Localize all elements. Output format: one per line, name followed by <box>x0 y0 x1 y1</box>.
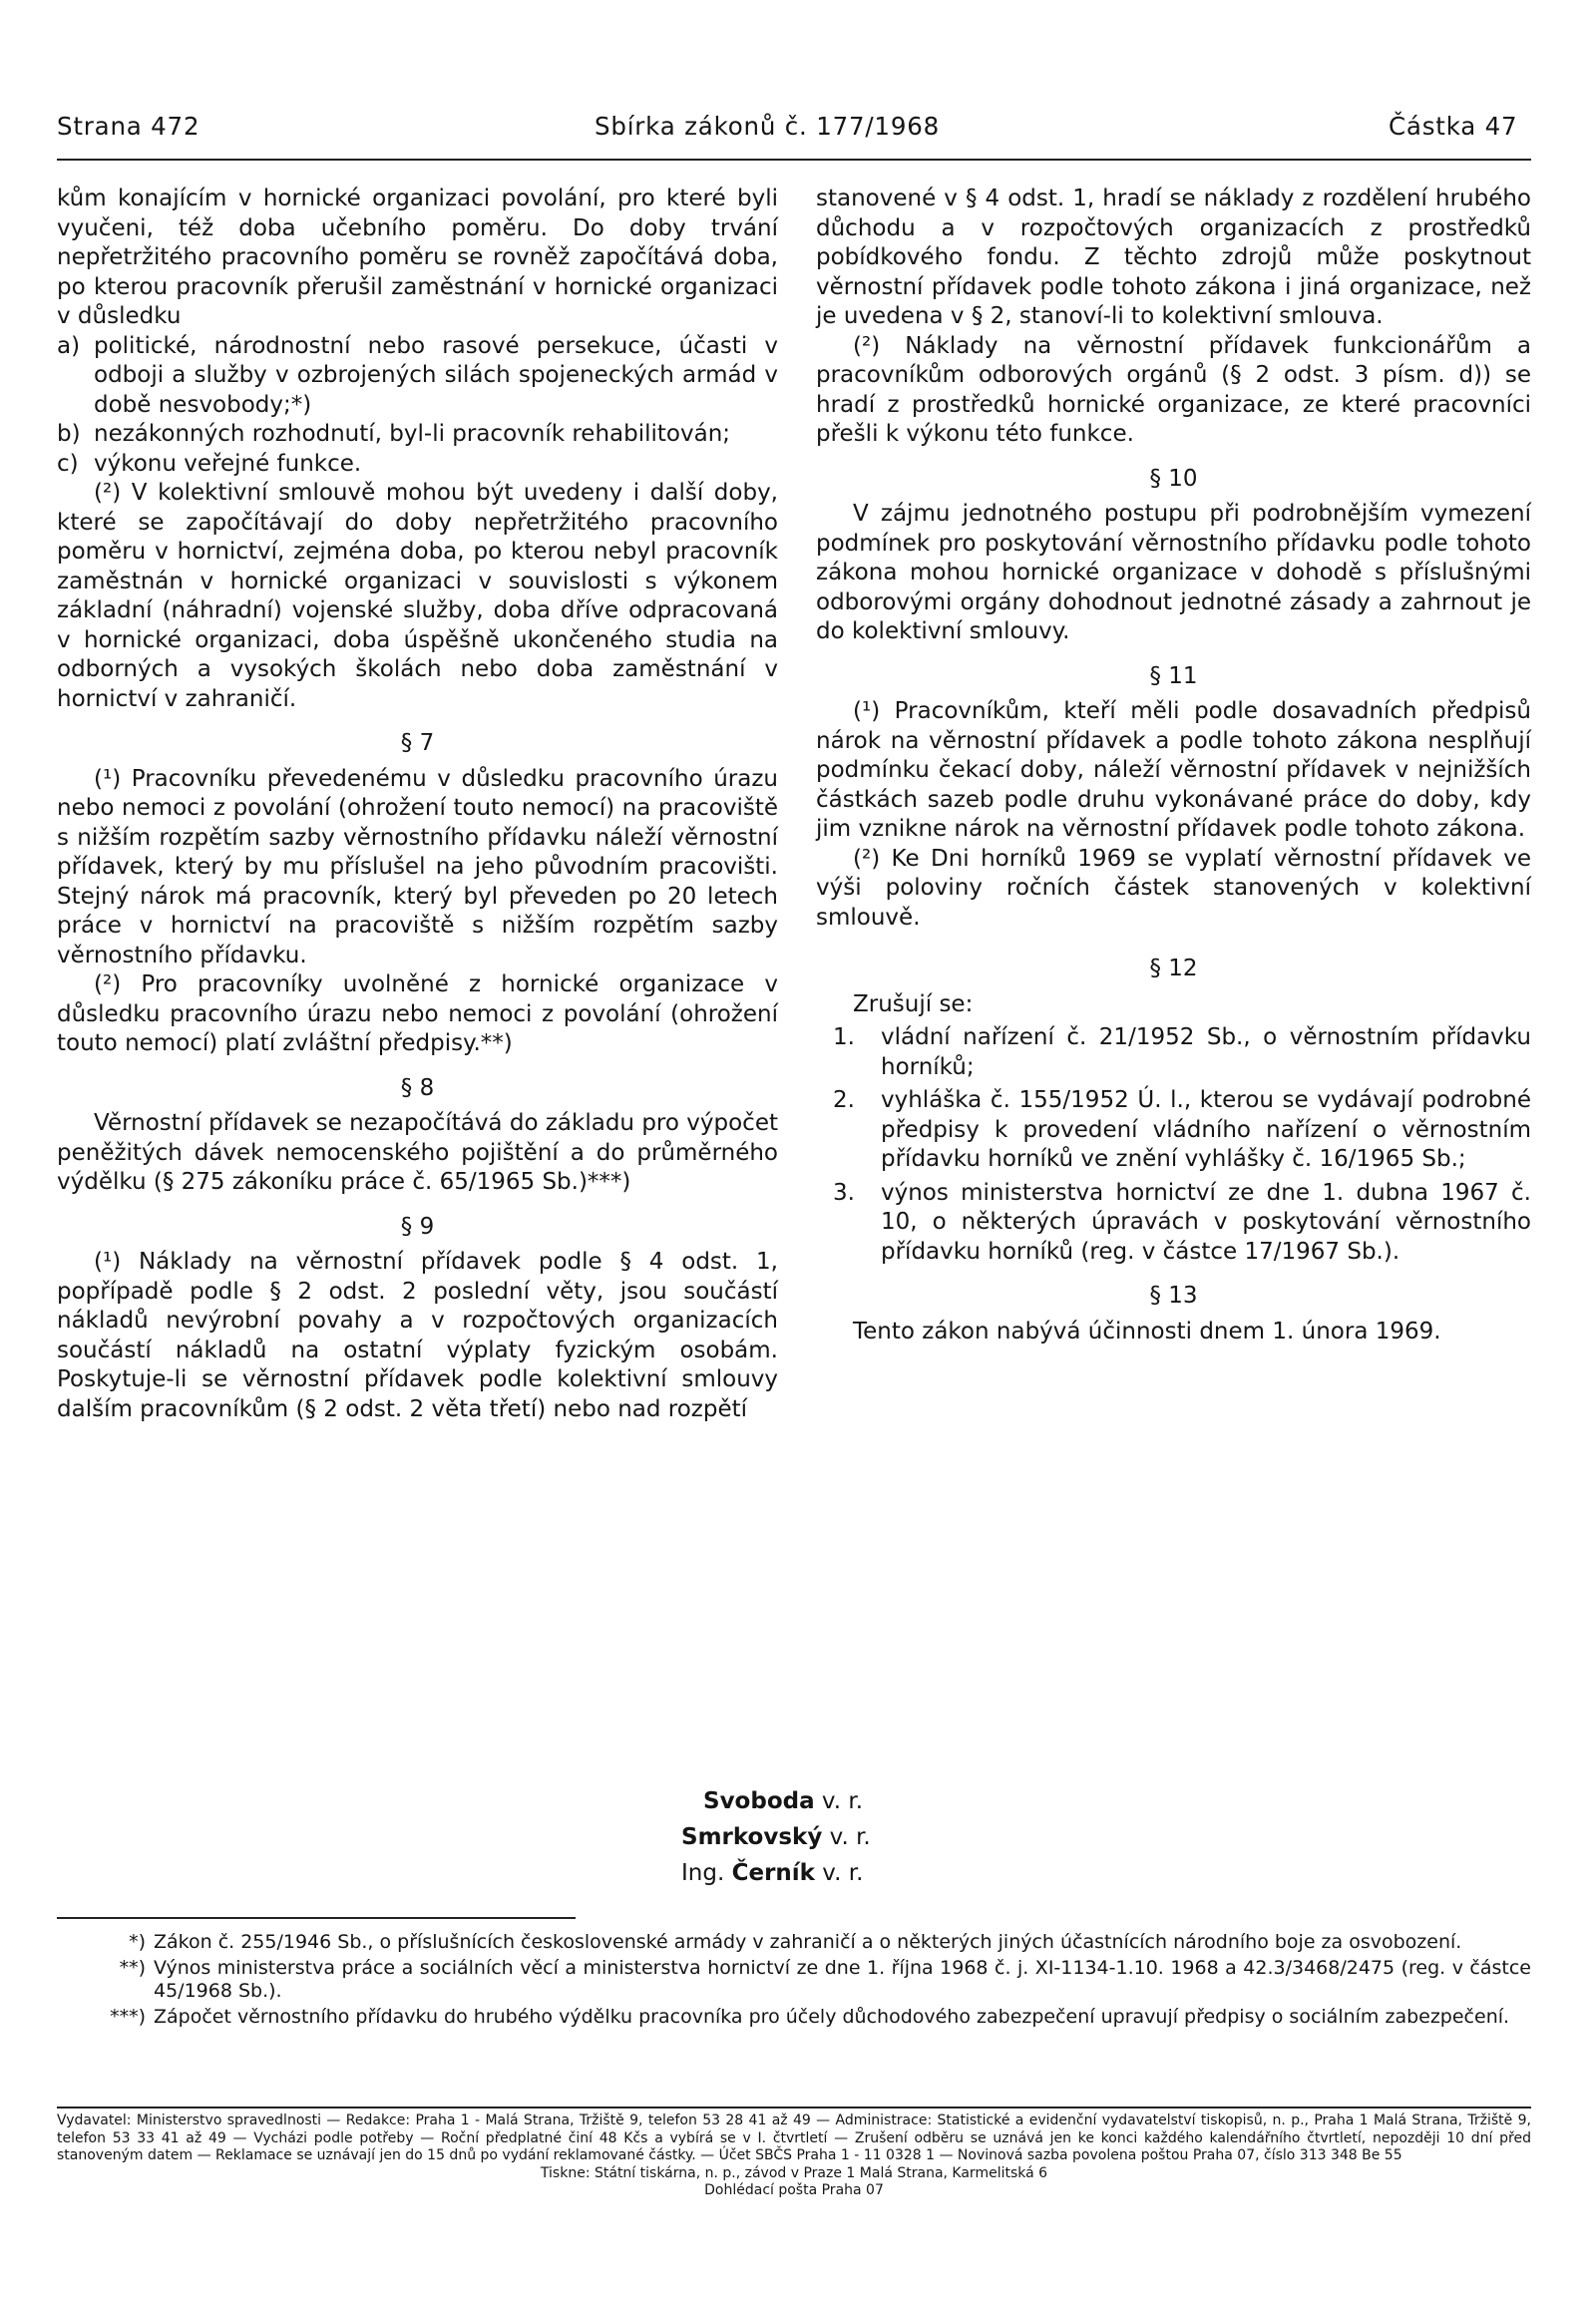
list-label: c) <box>57 450 79 477</box>
list-item <box>816 1023 1531 1082</box>
footnote <box>90 1931 1531 1955</box>
paragraph: Zrušují se: <box>853 990 974 1017</box>
section-heading: § 13 <box>1149 1283 1198 1309</box>
list-text: vládní nařízení č. 21/1952 Sb., o věrnostním přídavku horníků; <box>881 1024 1531 1080</box>
paragraph: Tento zákon nabývá účinnosti dnem 1. února 1969. <box>853 1318 1441 1344</box>
signature <box>681 1819 871 1855</box>
paragraph: (²) V kolektivní smlouvě mohou být uvedeny i další doby, které se započítávají do doby nepřetržitého pracovního poměru v hornictví, zejména doba, po kterou nebyl pracovník zaměstnán v hornické organizaci v souvislosti s výkonem základní (náhradní) vojenské služby, doba dříve odpracovaná v hornické organizaci, doba úspěšně ukončeného studia na odborných a vysokých školách nebo doba zaměstnání v hornictví v zahraničí. <box>57 480 778 712</box>
signatory-name: Černík <box>731 1860 815 1886</box>
imprint-post-office: Dohlédací pošta Praha 07 <box>704 2182 884 2198</box>
left-column <box>57 185 778 1424</box>
list-item <box>816 1086 1531 1175</box>
footnote-text: Zápočet věrnostního přídavku do hrubého výdělku pracovníka pro účely důchodového zabezpečení upravují předpisy o sociálním zabezpečení. <box>154 2005 1510 2028</box>
list-label: 3. <box>833 1179 855 1206</box>
signatory-name: Smrkovský <box>681 1824 823 1850</box>
paragraph: (¹) Pracovníku převedenému v důsledku pracovního úrazu nebo nemoci z povolání (ohrožení touto nemocí) na pracoviště s nižším rozpětím sazby věrnostního přídavku náleží věrnostní přídavek, který by mu příslušel na jeho původním pracovišti. Stejný nárok má pracovník, který byl převeden po 20 letech práce v hornictví na pracoviště s nižším rozpětím sazby věrnostního přídavku. <box>57 765 778 968</box>
footnote-text: Zákon č. 255/1946 Sb., o příslušnících československé armády v zahraničí a o některých jiných účastnících národního boje za osvobození. <box>154 1931 1462 1953</box>
imprint-text: Vydavatel: Ministerstvo spravedlnosti — Redakce: Praha 1 - Malá Strana, Tržiště 9, telefon 53 28 41 až 49 — Administrace: Statistické a evidenční vydavatelství tiskopisů, n. p., Praha 1 Malá Strana, Tržiště 9, telefon 53 33 41 až 49 — Vycházi podle potřeby — Roční předplatné činí 48 Kčs a vybírá se v I. čtvrtletí — Zrušení odběru se uznává jen ke konci každého kalendářního čtvrtletí, nepozději 10 dní před stanoveným datem — Reklamace se uznávají jen do 15 dnů po vydání reklamované částky. — Účet SBČS Praha 1 - 11 0328 1 — Novinová sazba povolena poštou Praha 07, číslo 313 348 Be 55 <box>57 2112 1531 2163</box>
page-number: Strana 472 <box>57 112 200 141</box>
paragraph: (²) Náklady na věrnostní přídavek funkcionářům a pracovníkům odborových orgánů (§ 2 odst. 3 písm. d)) se hradí z prostředků hornické organizace, ze které pracovníci přešli k výkonu této funkce. <box>816 332 1531 447</box>
paragraph: (²) Ke Dni horníků 1969 se vyplatí věrnostní přídavek ve výši poloviny ročních částek stanovených v kolektivní smlouvě. <box>816 845 1531 931</box>
signatory-name: Svoboda <box>703 1788 815 1814</box>
list-label: b) <box>57 421 81 447</box>
list-text: nezákonných rozhodnutí, byl-li pracovník rehabilitován; <box>94 421 731 447</box>
imprint-rule <box>57 2107 1531 2108</box>
signature <box>703 1783 863 1819</box>
section-heading: § 12 <box>1149 956 1198 981</box>
section-heading: § 7 <box>400 730 435 756</box>
imprint-printer: Tiskne: Státní tiskárna, n. p., závod v Praze 1 Malá Strana, Karmelitská 6 <box>540 2164 1048 2181</box>
list-item <box>57 450 778 480</box>
footnote <box>90 1957 1531 2004</box>
signature-suffix: v. r. <box>814 1788 864 1814</box>
list-label: 1. <box>833 1024 855 1050</box>
footnote-mark: ***) <box>110 2005 146 2028</box>
signature-suffix: v. r. <box>822 1824 871 1850</box>
footnote <box>90 2006 1531 2030</box>
header-rule <box>57 159 1531 161</box>
list-text: výkonu veřejné funkce. <box>94 450 362 477</box>
section-heading: § 11 <box>1149 662 1198 689</box>
paragraph: V zájmu jednotného postupu při podrobnějším vymezení podmínek pro poskytování věrnostního přídavku podle tohoto zákona mohou hornické organizace v dohodě s příslušnými odborovými orgány dohodnout jednotné zásady a zahrnout je do kolektivní smlouvy. <box>816 501 1531 644</box>
list-label: 2. <box>833 1087 855 1113</box>
paragraph: kům konajícím v hornické organizaci povolání, pro které byli vyučeni, též doba učebního poměru. Do doby trvání nepřetržitého pracovního poměru se rovněž započítává doba, po kterou pracovník přerušil zaměstnání v hornické organizaci v důsledku <box>57 186 778 329</box>
list-item <box>816 1179 1531 1268</box>
list-text: výnos ministerstva hornictví ze dne 1. dubna 1967 č. 10, o některých úpravách v poskytování věrnostního přídavku horníků (reg. v částce 17/1967 Sb.). <box>881 1179 1531 1265</box>
right-column <box>816 185 1531 1346</box>
section-heading: § 10 <box>1149 465 1198 492</box>
footnote-mark: *) <box>129 1931 146 1953</box>
footnote-text: Výnos ministerstva práce a sociálních věcí a ministerstva hornictví ze dne 1. října 1968 č. j. XI-1134-1.10. 1968 a 42.3/3468/2475 (reg. v částce 45/1968 Sb.). <box>154 1956 1531 2002</box>
signature-suffix: v. r. <box>814 1860 864 1886</box>
collection-title: Sbírka zákonů č. 177/1968 <box>595 112 940 141</box>
paragraph: stanovené v § 4 odst. 1, hradí se náklady z rozdělení hrubého důchodu a v rozpočtových organizacích z prostředků pobídkového fondu. Z těchto zdrojů může poskytnout věrnostní přídavek podle tohoto zákona i jiná organizace, než je uvedena v § 2, stanoví-li to kolektivní smlouva. <box>816 186 1531 329</box>
list-item <box>57 420 778 450</box>
footnote-rule <box>57 1917 576 1919</box>
paragraph: (¹) Náklady na věrnostní přídavek podle § 4 odst. 1, popřípadě podle § 2 odst. 2 poslední věty, jsou součástí nákladů nevýrobní povahy a v rozpočtových organizacích součástí nákladů na ostatní výplaty fyzickým osobám. Poskytuje-li se věrnostní přídavek podle kolektivní smlouvy dalším pracovníkům (§ 2 odst. 2 věta třetí) nebo nad rozpětí <box>57 1249 778 1422</box>
section-heading: § 9 <box>400 1213 435 1240</box>
paragraph: (¹) Pracovníkům, kteří měli podle dosavadních předpisů nárok na věrnostní přídavek a podle tohoto zákona nesplňují podmínku čekací doby, náleží věrnostní přídavek v nejnižších částkách sazeb podle druhu vykonávané práce do doby, kdy jim vznikne nárok na věrnostní přídavek podle tohoto zákona. <box>816 698 1531 842</box>
paragraph: (²) Pro pracovníky uvolněné z hornické organizace v důsledku pracovního úrazu nebo nemoci z povolání (ohrožení touto nemocí) platí zvláštní předpisy.**) <box>57 971 778 1056</box>
part-number: Částka 47 <box>1389 112 1518 141</box>
signatory-title: Ing. <box>681 1860 732 1886</box>
paragraph: Věrnostní přídavek se nezapočítává do základu pro výpočet peněžitých dávek nemocenského pojištění a do průměrného výdělku (§ 275 zákoníku práce č. 65/1965 Sb.)***) <box>57 1110 778 1195</box>
section-heading: § 8 <box>400 1074 435 1101</box>
footnotes <box>90 1931 1531 2031</box>
imprint <box>57 2112 1531 2200</box>
list-item <box>57 332 778 421</box>
footnote-mark: **) <box>119 1956 146 1979</box>
signature <box>681 1855 863 1891</box>
list-text: politické, národnostní nebo rasové persekuce, účasti v odboji a služby v ozbrojených silách spojeneckých armád v době nesvobody;*) <box>94 332 778 418</box>
list-label: a) <box>57 332 81 359</box>
list-text: vyhláška č. 155/1952 Ú. l., kterou se vydávají podrobné předpisy k provedení vládního nařízení o věrnostním přídavku horníků ve znění vyhlášky č. 16/1965 Sb.; <box>881 1087 1531 1172</box>
